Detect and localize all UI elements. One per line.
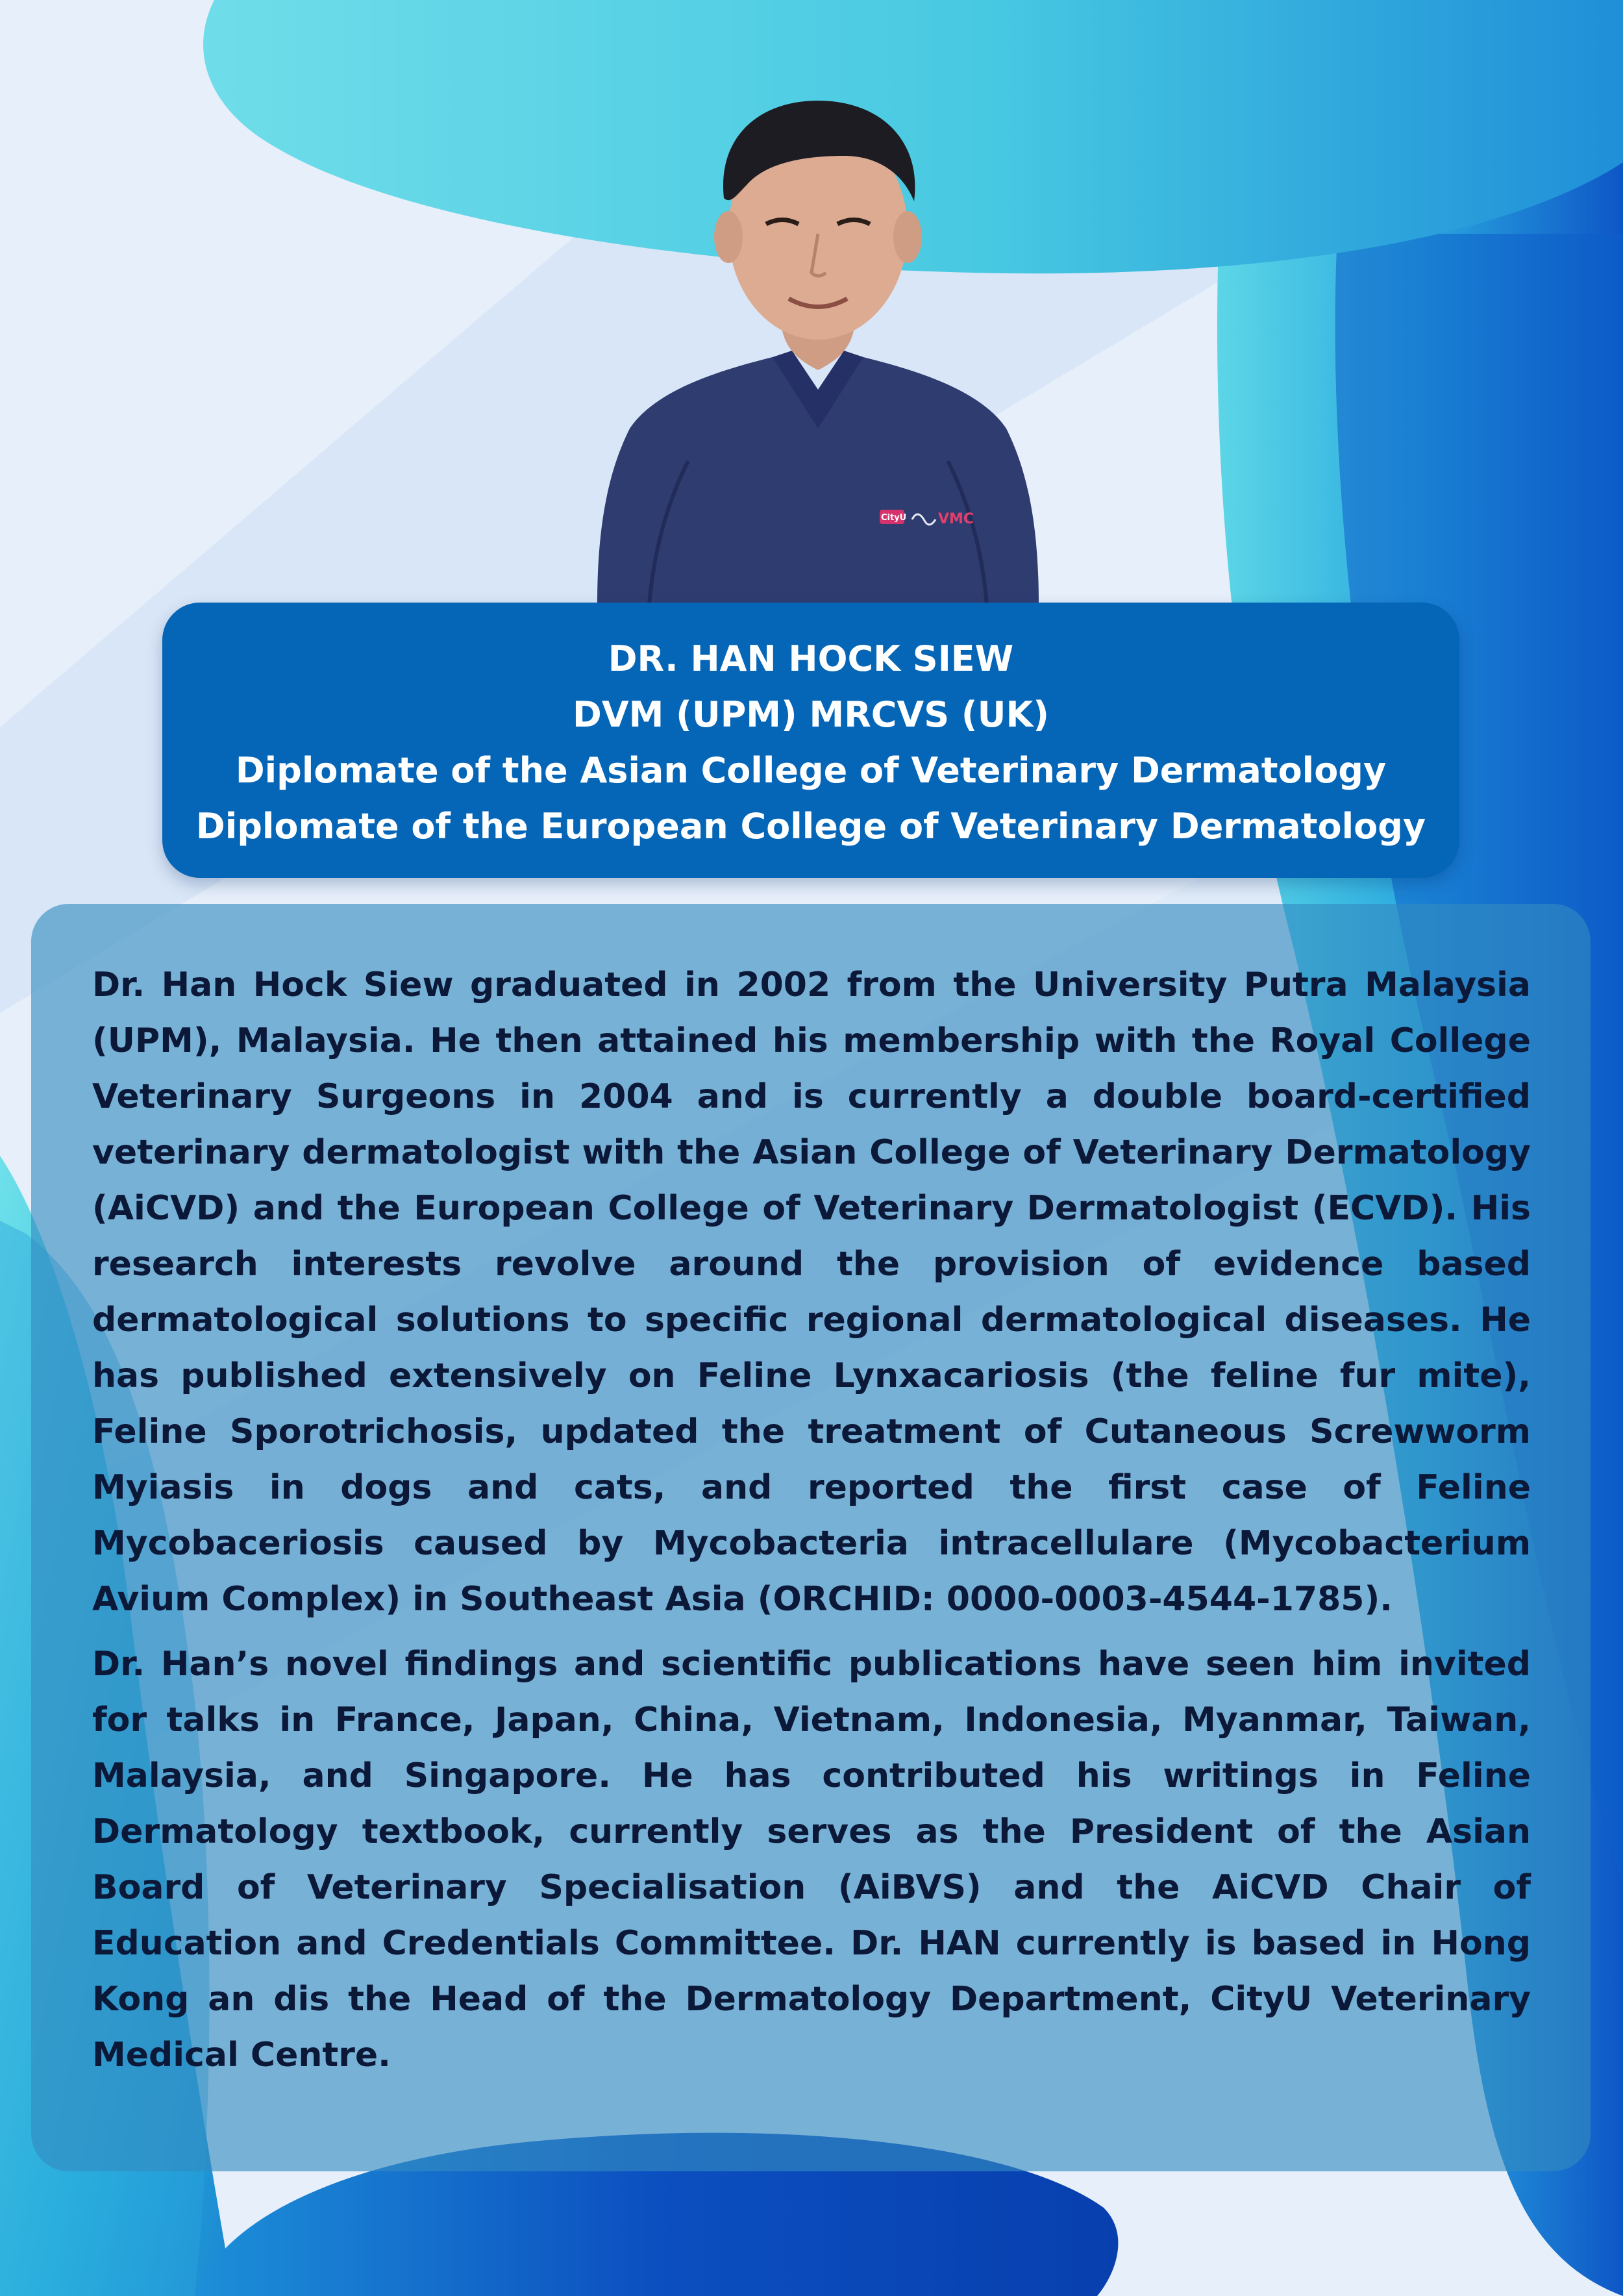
doctor-portrait [558, 65, 1078, 604]
diplomate-asian: Diplomate of the Asian College of Veterinary Dermatology [235, 750, 1387, 791]
logo-city-text: CityU [881, 513, 907, 523]
bio-paragraph-1: Dr. Han Hock Siew graduated in 2002 from the University Putra Malaysia (UPM), Malaysia. He then attained his membership with the Royal College Veterinary Surgeons in 2004 and is currently a double board-certified veterinary dermatologist with the Asian College of Veterinary Dermatology (AiCVD) and the European College of Veterinary Dermatologist (ECVD). His research interests revolve around the provision of evidence based dermatological solutions to specific regional dermatological diseases. He has published extensively on Feline Lynxacariosis (the feline fur mite), Feline Sporotrichosis, updated the treatment of Cutaneous Screwworm Myiasis in dogs and cats, and reported the first case of Feline Mycobaceriosis caused by Mycobacteria intracellulare (Mycobacterium Avium Complex) in Southeast Asia (ORCHID: 0000-0003-4544-1785). [92, 966, 1531, 1619]
credentials-banner [162, 603, 1459, 878]
diplomate-european: Diplomate of the European College of Veterinary Dermatology [195, 806, 1426, 847]
doctor-name: DR. HAN HOCK SIEW [608, 638, 1014, 679]
logo-vmc-text: VMC [938, 511, 974, 527]
biography-panel [31, 904, 1591, 2171]
bio-paragraph-2: Dr. Han’s novel findings and scientific publications have seen him invited for talks in France, Japan, China, Vietnam, Indonesia, Myanmar, Taiwan, Malaysia, and Singapore. He has contributed his writings in Feline Dermatology textbook, currently serves as the President of the Asian Board of Veterinary Specialisation (AiBVS) and the AiCVD Chair of Education and Credentials Committee. Dr. HAN currently is based in Hong Kong an dis the Head of the Dermatology Department, CityU Veterinary Medical Centre. [92, 1645, 1531, 2075]
qualifications: DVM (UPM) MRCVS (UK) [573, 694, 1049, 735]
